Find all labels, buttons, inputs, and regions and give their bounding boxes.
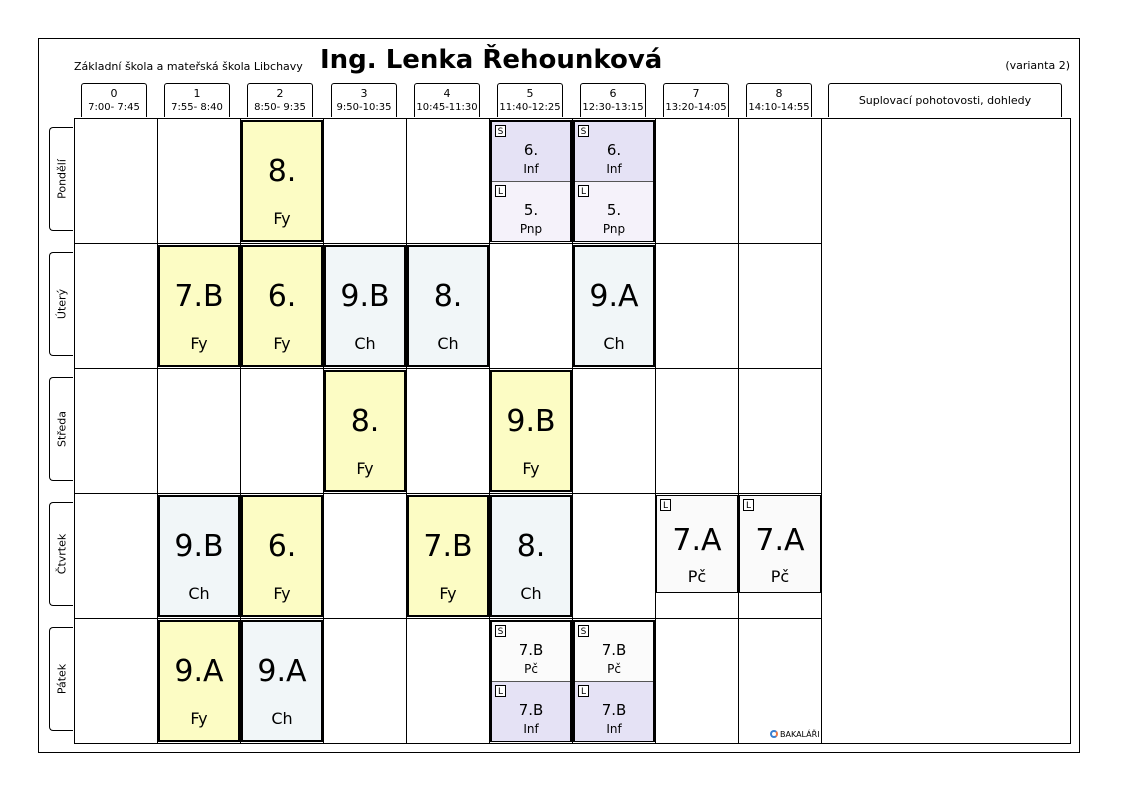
period-header-5: 5 11:40-12:25 [497, 83, 563, 117]
split-lesson-cell[interactable]: S 7.B Pč L 7.B Inf [573, 620, 655, 742]
lesson-cell[interactable]: 9.A Fy [158, 620, 240, 742]
period-header-7: 7 13:20-14:05 [663, 83, 729, 117]
period-header-3: 3 9:50-10:35 [331, 83, 397, 117]
period-header-0: 0 7:00- 7:45 [81, 83, 147, 117]
split-lesson-cell[interactable]: S 6. Inf L 5. Pnp [573, 120, 655, 242]
lesson-cell[interactable]: 8. Fy [324, 370, 406, 492]
school-name: Základní škola a mateřská škola Libchavy [74, 60, 303, 73]
lesson-cell[interactable]: 9.B Fy [490, 370, 572, 492]
lesson-cell[interactable]: 7.B Fy [407, 495, 489, 617]
lesson-cell[interactable]: 8. Ch [490, 495, 572, 617]
period-header-4: 4 10:45-11:30 [414, 83, 480, 117]
lesson-cell[interactable]: L 7.A Pč [656, 495, 738, 593]
split-lesson-cell[interactable]: S 7.B Pč L 7.B Inf [490, 620, 572, 742]
period-header-2: 2 8:50- 9:35 [247, 83, 313, 117]
supervision-header: Suplovací pohotovosti, dohledy [828, 83, 1062, 117]
lesson-cell[interactable]: 8. Fy [241, 120, 323, 242]
bakalari-logo-icon [770, 730, 778, 738]
lesson-cell[interactable]: 9.A Ch [573, 245, 655, 367]
lesson-cell[interactable]: 6. Fy [241, 495, 323, 617]
lesson-cell[interactable]: 8. Ch [407, 245, 489, 367]
day-label-friday: Pátek [49, 627, 73, 731]
lesson-cell[interactable]: 9.A Ch [241, 620, 323, 742]
day-label-wednesday: Středa [49, 377, 73, 481]
period-header-8: 8 14:10-14:55 [746, 83, 812, 117]
variant-label: (varianta 2) [1005, 59, 1070, 72]
day-label-thursday: Čtvrtek [49, 502, 73, 606]
day-label-monday: Pondělí [49, 127, 73, 231]
split-lesson-cell[interactable]: S 6. Inf L 5. Pnp [490, 120, 572, 242]
bakalari-logo: BAKALÁŘI [770, 730, 820, 739]
day-label-tuesday: Úterý [49, 252, 73, 356]
teacher-name: Ing. Lenka Řehounková [320, 45, 663, 75]
lesson-cell[interactable]: 6. Fy [241, 245, 323, 367]
lesson-cell[interactable]: 9.B Ch [324, 245, 406, 367]
lesson-cell[interactable]: 9.B Ch [158, 495, 240, 617]
lesson-cell[interactable]: 7.B Fy [158, 245, 240, 367]
period-header-6: 6 12:30-13:15 [580, 83, 646, 117]
lesson-cell[interactable]: L 7.A Pč [739, 495, 821, 593]
period-header-1: 1 7:55- 8:40 [164, 83, 230, 117]
